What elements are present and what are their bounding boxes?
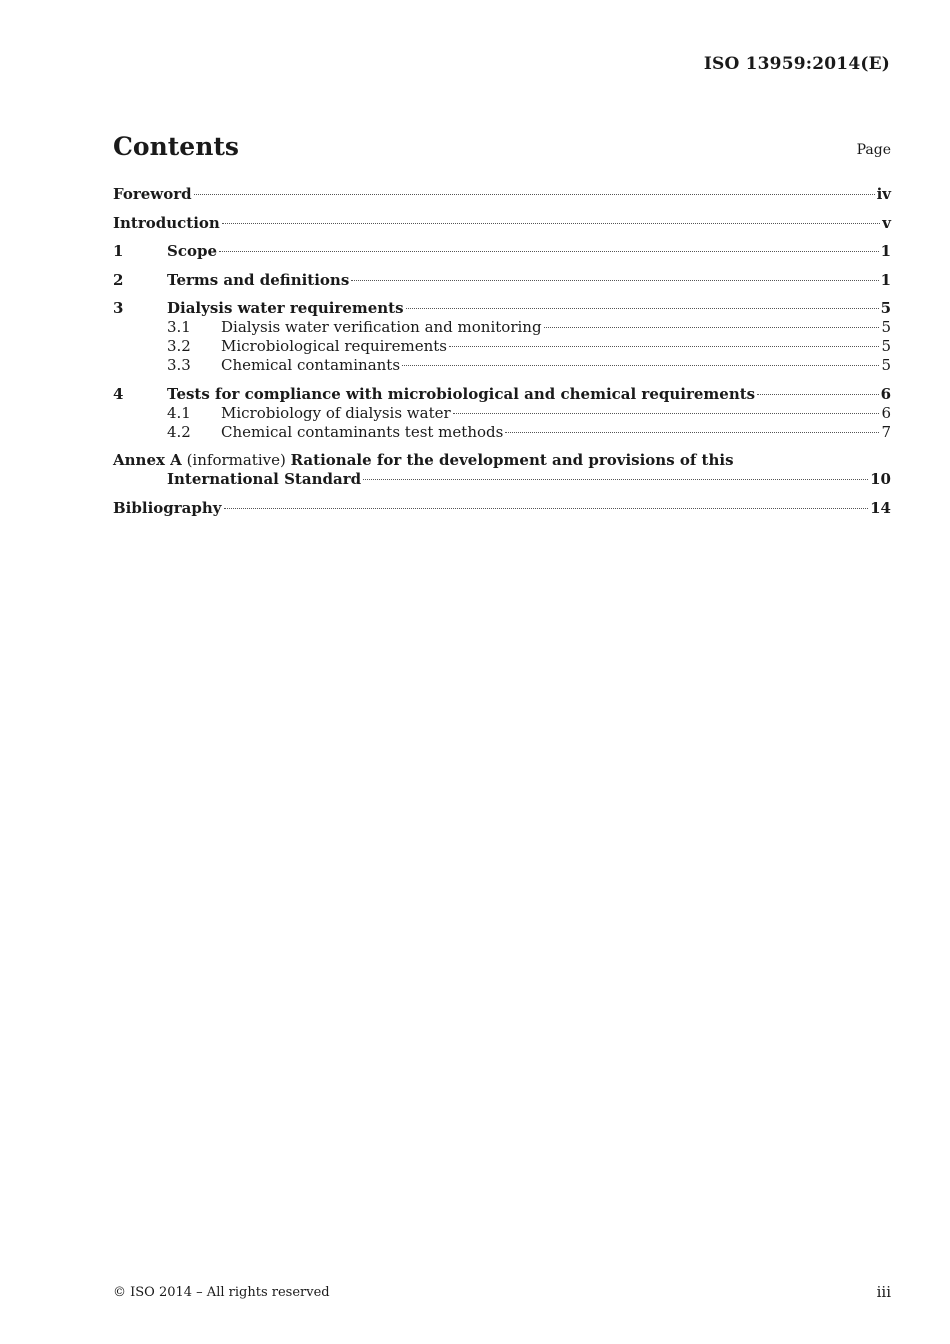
toc-entry-introduction[interactable] [113, 214, 891, 233]
dot-leader [219, 251, 879, 252]
toc-entry-terms[interactable] [113, 271, 891, 290]
toc-title: Scope [167, 242, 218, 260]
dot-leader [224, 508, 869, 509]
toc-section-number: 4.1 [167, 403, 191, 422]
toc-page-number: 5 [881, 356, 891, 374]
toc-entry-3-2[interactable] [113, 337, 891, 356]
dot-leader [544, 327, 880, 328]
toc-title: Foreword [113, 185, 192, 203]
toc-page-number: 14 [870, 498, 891, 517]
toc-entry-annex-a[interactable] [113, 451, 891, 489]
toc-title: Microbiology of dialysis water [221, 403, 451, 422]
toc-page-number: 5 [880, 299, 891, 317]
annex-type: (informative) [186, 451, 286, 469]
toc-entry-foreword[interactable] [113, 185, 891, 204]
toc-title: Microbiological requirements [221, 337, 447, 355]
toc-title: Tests for compliance with microbiological and chemical requirements [167, 384, 756, 403]
toc-entry-tests-for-compliance[interactable] [113, 385, 891, 404]
annex-title-line2: International Standard [167, 470, 362, 488]
page-column-label: Page [856, 142, 891, 158]
toc-title: Dialysis water requirements [167, 299, 404, 317]
dot-leader [757, 394, 878, 395]
toc-page-number: 6 [881, 403, 891, 422]
page-number: iii [876, 1283, 891, 1301]
toc-entry-4-2[interactable] [113, 423, 891, 442]
toc-page-number: 1 [880, 270, 891, 289]
dot-leader [449, 346, 879, 347]
toc-title: Introduction [113, 213, 220, 232]
contents-header [113, 132, 891, 164]
toc-page-number: 7 [881, 422, 891, 441]
copyright-notice: © ISO 2014 – All rights reserved [113, 1285, 330, 1300]
dot-leader [194, 194, 875, 195]
dot-leader [406, 308, 879, 309]
dot-leader [222, 223, 880, 224]
toc-section-number: 2 [113, 270, 124, 289]
document-id: ISO 13959:2014(E) [703, 54, 890, 74]
dot-leader [453, 413, 880, 414]
dot-leader [363, 479, 868, 480]
toc-entry-dialysis-water-requirements[interactable] [113, 299, 891, 318]
toc-entry-3-3[interactable] [113, 356, 891, 375]
toc-page-number: 10 [870, 470, 891, 488]
annex-label: Annex A [113, 451, 182, 469]
toc-entry-scope[interactable] [113, 242, 891, 261]
toc-page-number: 1 [880, 242, 891, 260]
toc-section-number: 3.1 [167, 318, 191, 336]
toc-title: Bibliography [113, 498, 222, 517]
dot-leader [402, 365, 879, 366]
toc-entry-3-1[interactable] [113, 318, 891, 337]
toc-section-number: 3.2 [167, 337, 191, 355]
toc-section-number: 4.2 [167, 422, 191, 441]
annex-heading-line [113, 451, 891, 470]
toc-page-number: 5 [881, 318, 891, 336]
toc-section-number: 1 [113, 242, 124, 260]
toc-page-number: 5 [881, 337, 891, 355]
annex-title-continuation [113, 470, 891, 489]
toc-page-number: v [882, 213, 891, 232]
toc-entry-bibliography[interactable] [113, 499, 891, 518]
dot-leader [351, 280, 878, 281]
toc-section-number: 4 [113, 384, 124, 403]
toc-title: Chemical contaminants [221, 356, 401, 374]
toc-page-number: iv [876, 185, 891, 203]
toc-title: Chemical contaminants test methods [221, 422, 504, 441]
toc-title: Terms and definitions [167, 270, 350, 289]
table-of-contents [113, 185, 891, 518]
page-title: Contents [113, 132, 240, 161]
toc-title: Dialysis water verification and monitoring [221, 318, 542, 336]
dot-leader [505, 432, 879, 433]
annex-title-line1: Rationale for the development and provisions of this [290, 451, 734, 469]
toc-section-number: 3.3 [167, 356, 191, 374]
toc-page-number: 6 [880, 384, 891, 403]
toc-entry-4-1[interactable] [113, 404, 891, 423]
toc-section-number: 3 [113, 299, 124, 317]
